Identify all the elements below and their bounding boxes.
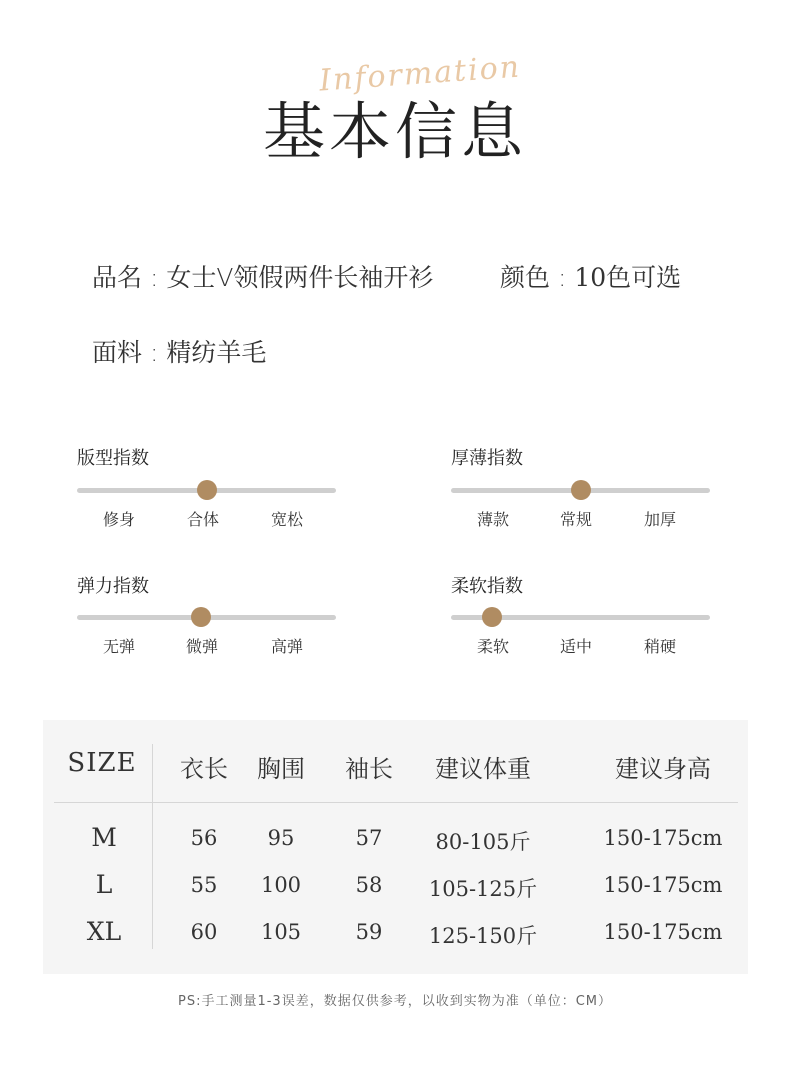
table-cell: 95 (267, 826, 295, 850)
table-header-sleeve: 袖长 (345, 755, 393, 783)
table-header-height: 建议身高 (615, 755, 711, 783)
footnote: PS:手工测量1-3误差，数据仅供参考，以收到实物为准（单位：CM） (178, 994, 612, 1009)
table-row-size: L (95, 870, 113, 899)
table-cell: 58 (355, 873, 383, 897)
softness-index-label-2: 适中 (559, 637, 592, 656)
table-header-size: SIZE (67, 748, 137, 778)
table-header-chest: 胸围 (257, 755, 305, 783)
fabric-line (92, 333, 266, 369)
table-cell: 105-125斤 (428, 877, 538, 901)
script-decoration: Information (318, 49, 523, 99)
page-title: 基本信息 (262, 95, 527, 168)
table-cell: 60 (190, 920, 218, 944)
table-cell: 150-175cm (603, 873, 723, 897)
fit-index-marker (197, 480, 217, 500)
elasticity-index-label-3: 高弹 (270, 637, 303, 656)
product-name-value: 女士V领假两件长袖开衫 (166, 263, 434, 292)
table-header-weight: 建议体重 (435, 755, 531, 783)
color-value: 10色可选 (574, 263, 682, 292)
elasticity-index-label-1: 无弹 (102, 637, 135, 656)
softness-index-label-3: 稍硬 (643, 637, 676, 656)
softness-index-label-1: 柔软 (476, 637, 509, 656)
thickness-index-marker (571, 480, 591, 500)
product-name-label: 品名 : (92, 263, 159, 292)
fabric-label: 面料 : (92, 338, 159, 367)
table-cell: 56 (190, 826, 218, 850)
table-cell: 150-175cm (603, 826, 723, 850)
table-divider-vertical (152, 744, 153, 949)
elasticity-index-title: 弹力指数 (77, 576, 149, 597)
color-line (500, 258, 681, 294)
table-header-length: 衣长 (180, 755, 228, 783)
thickness-index-title: 厚薄指数 (451, 448, 523, 469)
table-cell: 125-150斤 (428, 924, 538, 948)
table-cell: 57 (355, 826, 383, 850)
fit-index-label-1: 修身 (102, 510, 135, 529)
table-cell: 150-175cm (603, 920, 723, 944)
table-cell: 105 (260, 920, 302, 944)
elasticity-index-label-2: 微弹 (185, 637, 218, 656)
product-name-line (92, 258, 433, 294)
fit-index-label-3: 宽松 (270, 510, 303, 529)
softness-index-marker (482, 607, 502, 627)
table-cell: 59 (355, 920, 383, 944)
thickness-index-label-2: 常规 (559, 510, 592, 529)
color-label: 颜色 : (500, 263, 567, 292)
table-row-size: XL (86, 917, 122, 946)
thickness-index-label-3: 加厚 (643, 510, 676, 529)
table-divider-horizontal (54, 802, 738, 803)
table-cell: 100 (260, 873, 302, 897)
fabric-value: 精纺羊毛 (166, 338, 267, 367)
table-cell: 80-105斤 (435, 830, 531, 854)
table-cell: 55 (190, 873, 218, 897)
softness-index-title: 柔软指数 (451, 576, 523, 597)
fit-index-title: 版型指数 (77, 448, 149, 469)
fit-index-label-2: 合体 (186, 510, 219, 529)
elasticity-index-marker (191, 607, 211, 627)
thickness-index-label-1: 薄款 (476, 510, 509, 529)
table-row-size: M (91, 823, 117, 852)
